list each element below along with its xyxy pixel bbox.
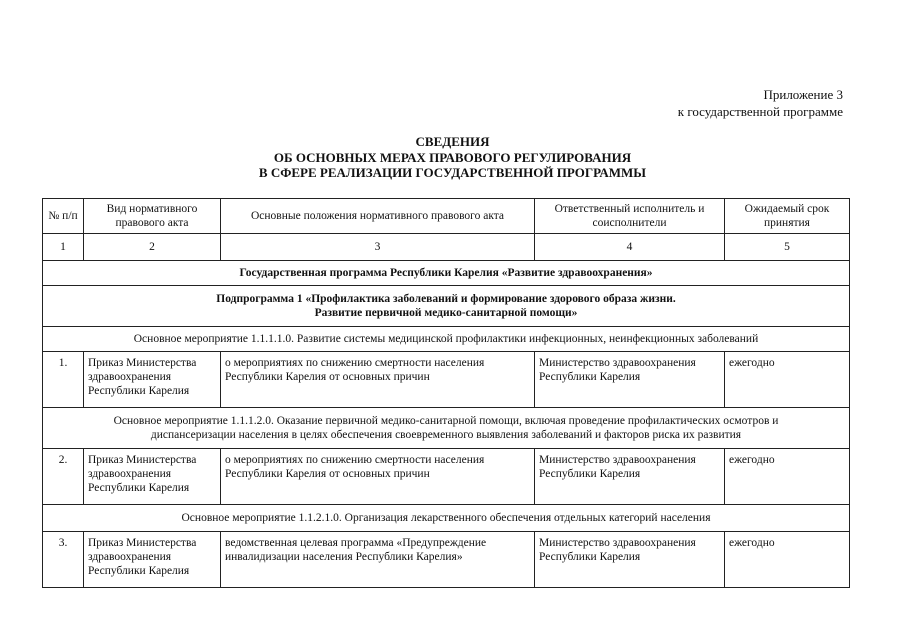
row-executor: Министерство здравоохранения Республики Карелия [535, 449, 725, 505]
header-number: № п/п [43, 199, 84, 234]
table-row [43, 532, 850, 588]
heading-line-3: В СФЕРЕ РЕАЛИЗАЦИИ ГОСУДАРСТВЕННОЙ ПРОГРАММЫ [258, 165, 647, 180]
row-number: 2. [43, 449, 84, 505]
column-number: 3 [221, 234, 535, 261]
subprogram-line-2: Развитие первичной медико-санитарной помощи» [314, 307, 578, 319]
row-act-content: о мероприятиях по снижению смертности населения Республики Карелия от основных причин [221, 449, 535, 505]
program-title: Государственная программа Республики Карелия «Развитие здравоохранения» [43, 261, 850, 286]
appendix-line-1: Приложение 3 [763, 87, 843, 102]
heading-line-2: ОБ ОСНОВНЫХ МЕРАХ ПРАВОВОГО РЕГУЛИРОВАНИЯ [273, 149, 632, 165]
row-executor: Министерство здравоохранения Республики Карелия [535, 352, 725, 408]
activity-row [43, 505, 850, 532]
table-row [43, 352, 850, 408]
row-act-type: Приказ Министерства здравоохранения Республики Карелия [84, 449, 221, 505]
activity-line-2: диспансеризации населения в целях обеспечения своевременного выявления заболеваний и факторов риска их развития [150, 429, 742, 441]
activity-line-1: Основное мероприятие 1.1.1.2.0. Оказание первичной медико-санитарной помощи, включая проведение профилактических осмотров и [113, 415, 779, 427]
column-number: 5 [725, 234, 850, 261]
program-row [43, 261, 850, 286]
header-term: Ожидаемый срок принятия [725, 199, 850, 234]
row-act-type: Приказ Министерства здравоохранения Республики Карелия [84, 352, 221, 408]
subprogram-row [43, 286, 850, 327]
row-act-content: о мероприятиях по снижению смертности населения Республики Карелия от основных причин [221, 352, 535, 408]
row-act-content: ведомственная целевая программа «Предупреждение инвалидизации населения Республики Карелия» [221, 532, 535, 588]
heading-line-1: СВЕДЕНИЯ [415, 134, 490, 149]
activity-title: Основное мероприятие 1.1.2.1.0. Организация лекарственного обеспечения отдельных категорий населения [43, 505, 850, 532]
column-number-row [43, 234, 850, 261]
measures-table [42, 198, 850, 588]
table-header-row [43, 199, 850, 234]
header-act-type: Вид нормативного правового акта [84, 199, 221, 234]
row-executor: Министерство здравоохранения Республики Карелия [535, 532, 725, 588]
appendix-line-2: к государственной программе [677, 104, 843, 119]
column-number: 1 [43, 234, 84, 261]
row-number: 1. [43, 352, 84, 408]
row-term: ежегодно [725, 532, 850, 588]
activity-row [43, 408, 850, 449]
activity-title: Основное мероприятие 1.1.1.1.0. Развитие системы медицинской профилактики инфекционных, неинфекционных заболеваний [43, 327, 850, 352]
subprogram-title [43, 286, 850, 327]
activity-title [43, 408, 850, 449]
column-number: 2 [84, 234, 221, 261]
column-number: 4 [535, 234, 725, 261]
row-act-type: Приказ Министерства здравоохранения Республики Карелия [84, 532, 221, 588]
document-heading [0, 134, 905, 181]
header-act-content: Основные положения нормативного правового акта [221, 199, 535, 234]
header-executor: Ответственный исполнитель и соисполнители [535, 199, 725, 234]
activity-row [43, 327, 850, 352]
table-row [43, 449, 850, 505]
row-number: 3. [43, 532, 84, 588]
row-term: ежегодно [725, 449, 850, 505]
subprogram-line-1: Подпрограмма 1 «Профилактика заболеваний и формирование здорового образа жизни. [216, 293, 676, 305]
appendix-note [678, 86, 843, 120]
row-term: ежегодно [725, 352, 850, 408]
